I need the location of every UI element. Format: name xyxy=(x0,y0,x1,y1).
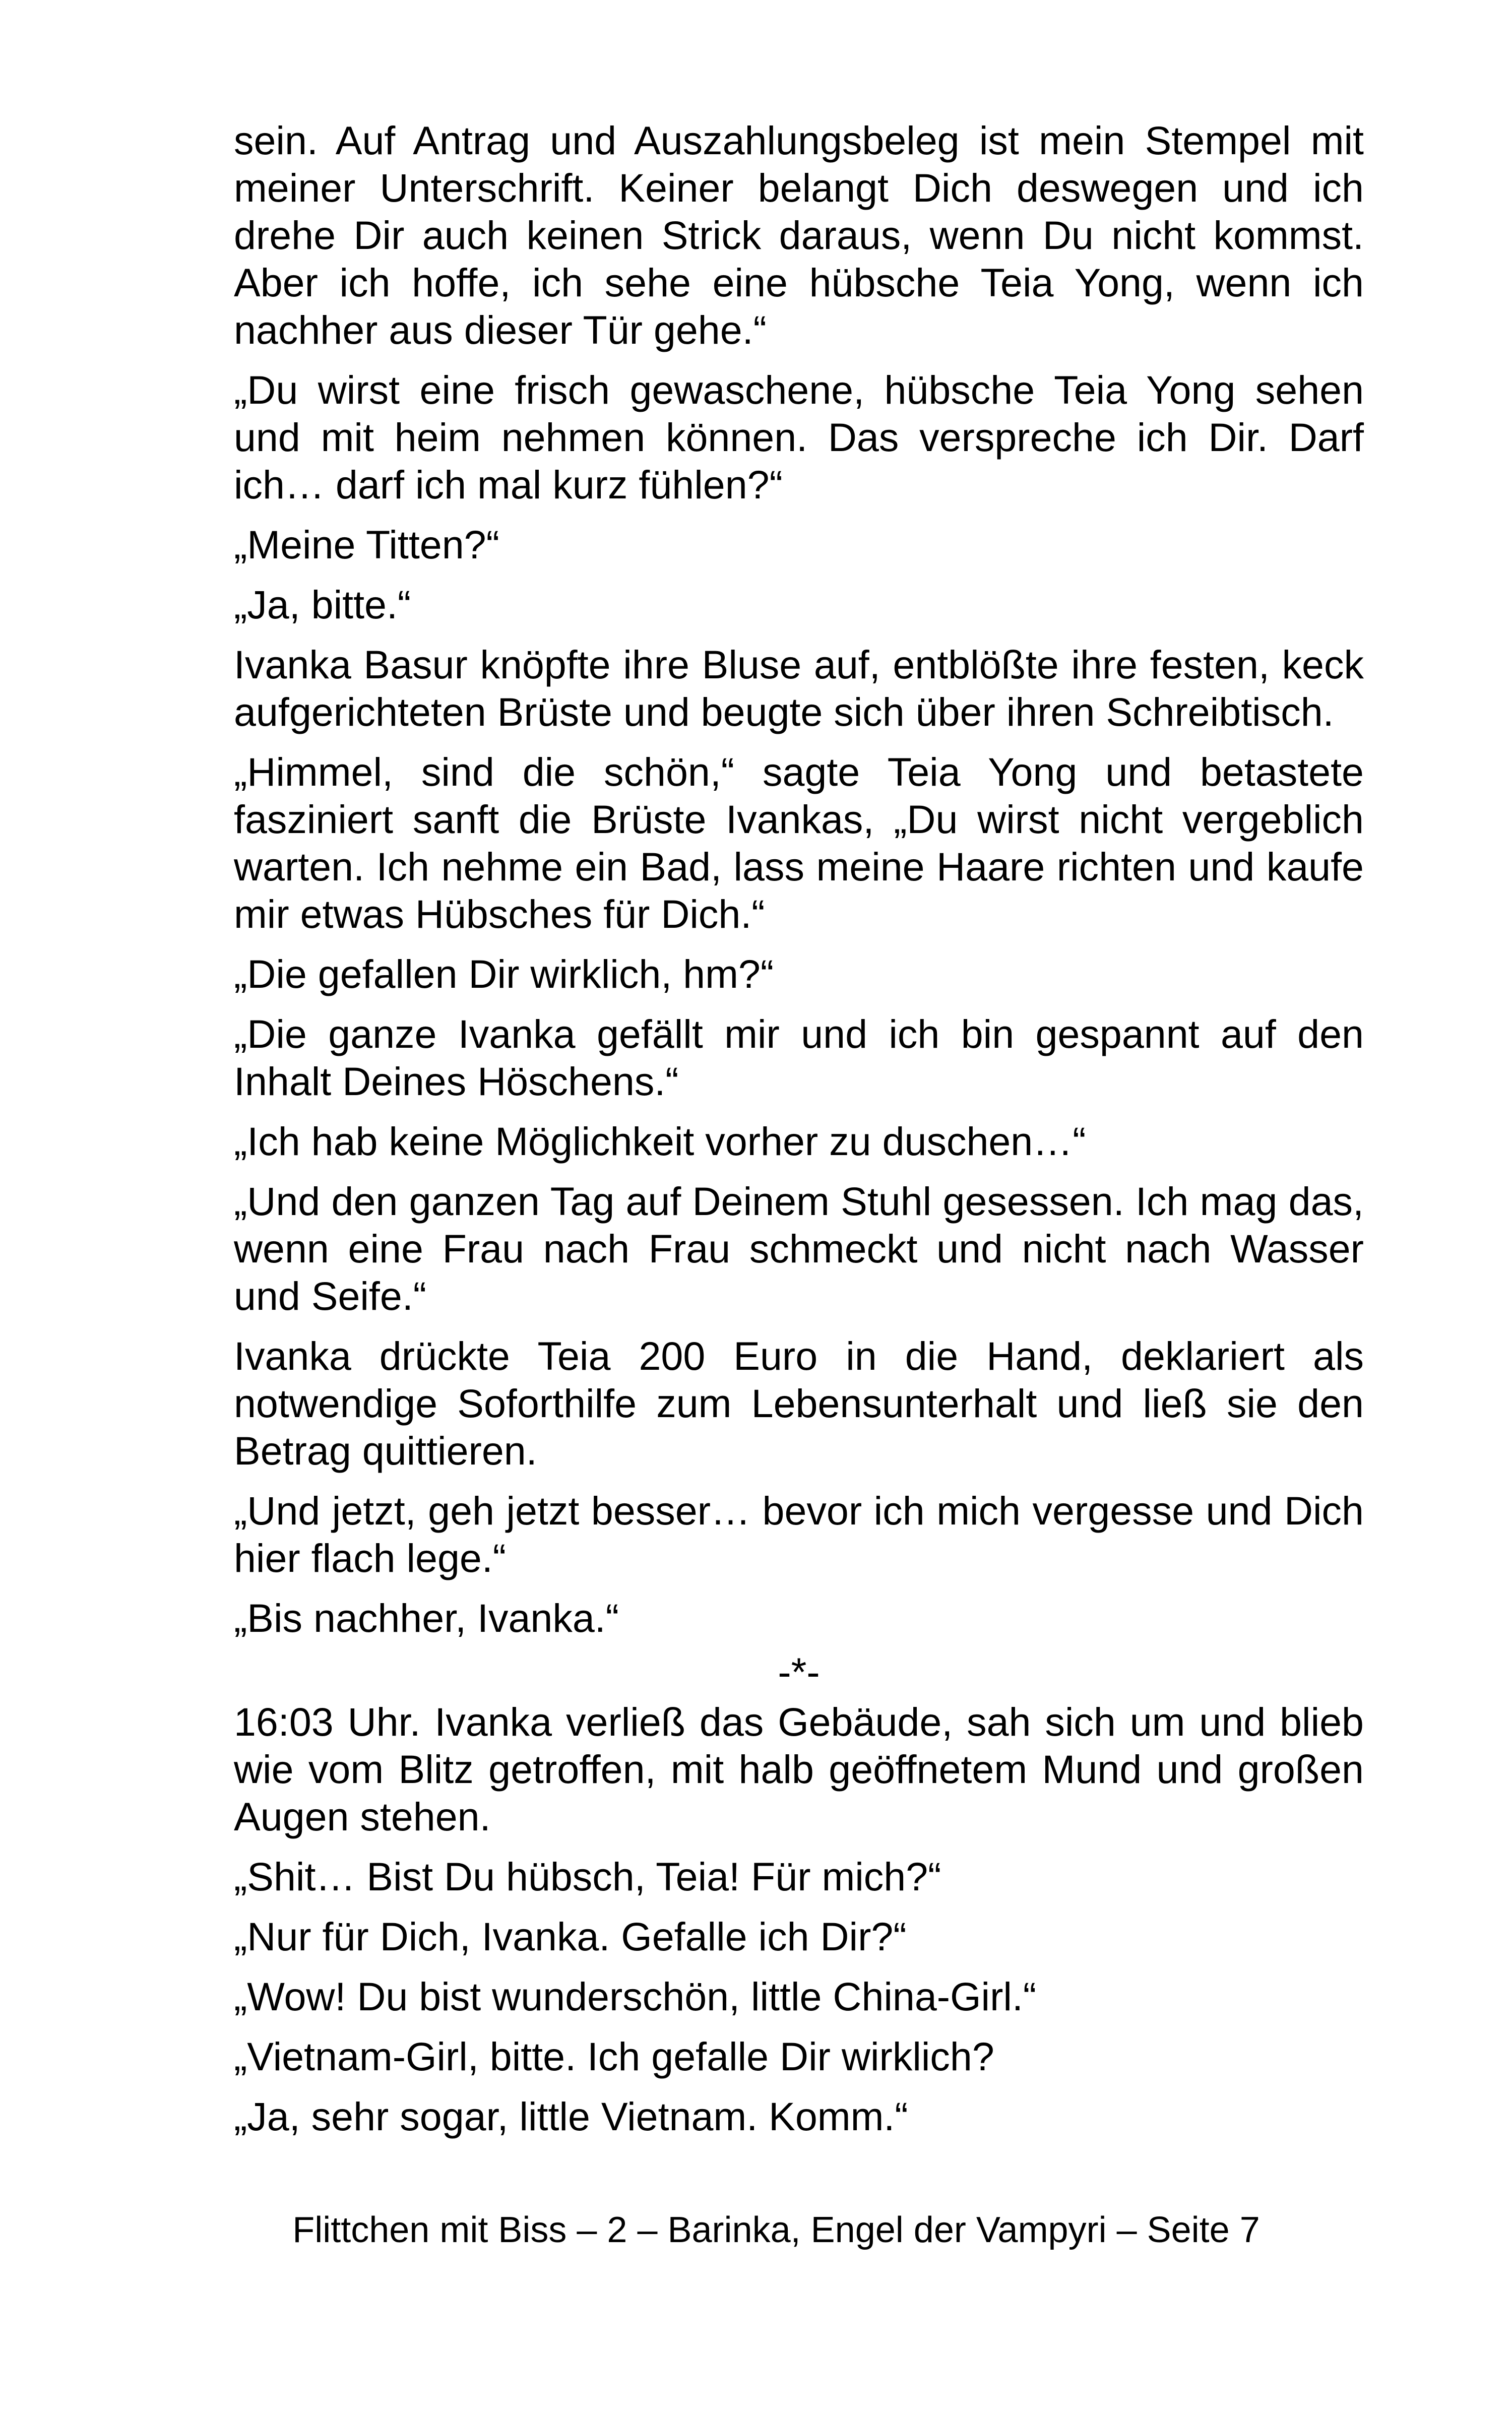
paragraph: „Vietnam-Girl, bitte. Ich gefalle Dir wirklich? xyxy=(234,2034,994,2079)
page-footer: Flittchen mit Biss – 2 – Barinka, Engel der Vampyri – Seite 7 xyxy=(292,2210,1260,2250)
page-body xyxy=(234,117,1364,2153)
paragraph: „Du wirst eine frisch gewaschene, hübsche Teia Yong sehen und mit heim nehmen können. Das verspreche ich Dir. Darf ich… darf ich mal kurz fühlen?“ xyxy=(234,367,1364,507)
paragraph: „Und jetzt, geh jetzt besser… bevor ich mich vergesse und Dich hier flach lege.“ xyxy=(234,1488,1364,1580)
section-divider: -*- xyxy=(778,1649,820,1694)
paragraph: Ivanka drückte Teia 200 Euro in die Hand, deklariert als notwendige Soforthilfe zum Lebensunterhalt und ließ sie den Betrag quittieren. xyxy=(234,1333,1364,1473)
paragraph: „Die ganze Ivanka gefällt mir und ich bin gespannt auf den Inhalt Deines Höschens.“ xyxy=(234,1011,1364,1104)
paragraph: „Die gefallen Dir wirklich, hm?“ xyxy=(234,951,774,996)
paragraph: „Meine Titten?“ xyxy=(234,522,499,567)
paragraph: „Nur für Dich, Ivanka. Gefalle ich Dir?“ xyxy=(234,1914,907,1959)
paragraph: „Ja, bitte.“ xyxy=(234,582,411,627)
paragraph: „Ich hab keine Möglichkeit vorher zu duschen…“ xyxy=(234,1119,1086,1164)
paragraph: „Und den ganzen Tag auf Deinem Stuhl gesessen. Ich mag das, wenn eine Frau nach Frau schmeckt und nicht nach Wasser und Seife.“ xyxy=(234,1179,1364,1318)
paragraph: „Wow! Du bist wunderschön, little China-Girl.“ xyxy=(234,1974,1037,2019)
paragraph: „Bis nachher, Ivanka.“ xyxy=(234,1596,619,1640)
paragraph: „Ja, sehr sogar, little Vietnam. Komm.“ xyxy=(234,2094,908,2139)
paragraph: 16:03 Uhr. Ivanka verließ das Gebäude, sah sich um und blieb wie vom Blitz getroffen, mit halb geöffnetem Mund und großen Augen stehen. xyxy=(234,1699,1364,1839)
paragraph: „Himmel, sind die schön,“ sagte Teia Yong und betastete fasziniert sanft die Brüste Ivankas, „Du wirst nicht vergeblich warten. Ich nehme ein Bad, lass meine Haare richten und kaufe mir etwas Hübsches für Dich.“ xyxy=(234,749,1364,936)
paragraph: „Shit… Bist Du hübsch, Teia! Für mich?“ xyxy=(234,1854,941,1899)
paragraph: Ivanka Basur knöpfte ihre Bluse auf, entblößte ihre festen, keck aufgerichteten Brüste und beugte sich über ihren Schreibtisch. xyxy=(234,642,1364,734)
paragraph: sein. Auf Antrag und Auszahlungsbeleg ist mein Stempel mit meiner Unterschrift. Keiner belangt Dich deswegen und ich drehe Dir auch keinen Strick daraus, wenn Du nicht kommst. Aber ich hoffe, ich sehe eine hübsche Teia Yong, wenn ich nachher aus dieser Tür gehe.“ xyxy=(234,118,1364,352)
